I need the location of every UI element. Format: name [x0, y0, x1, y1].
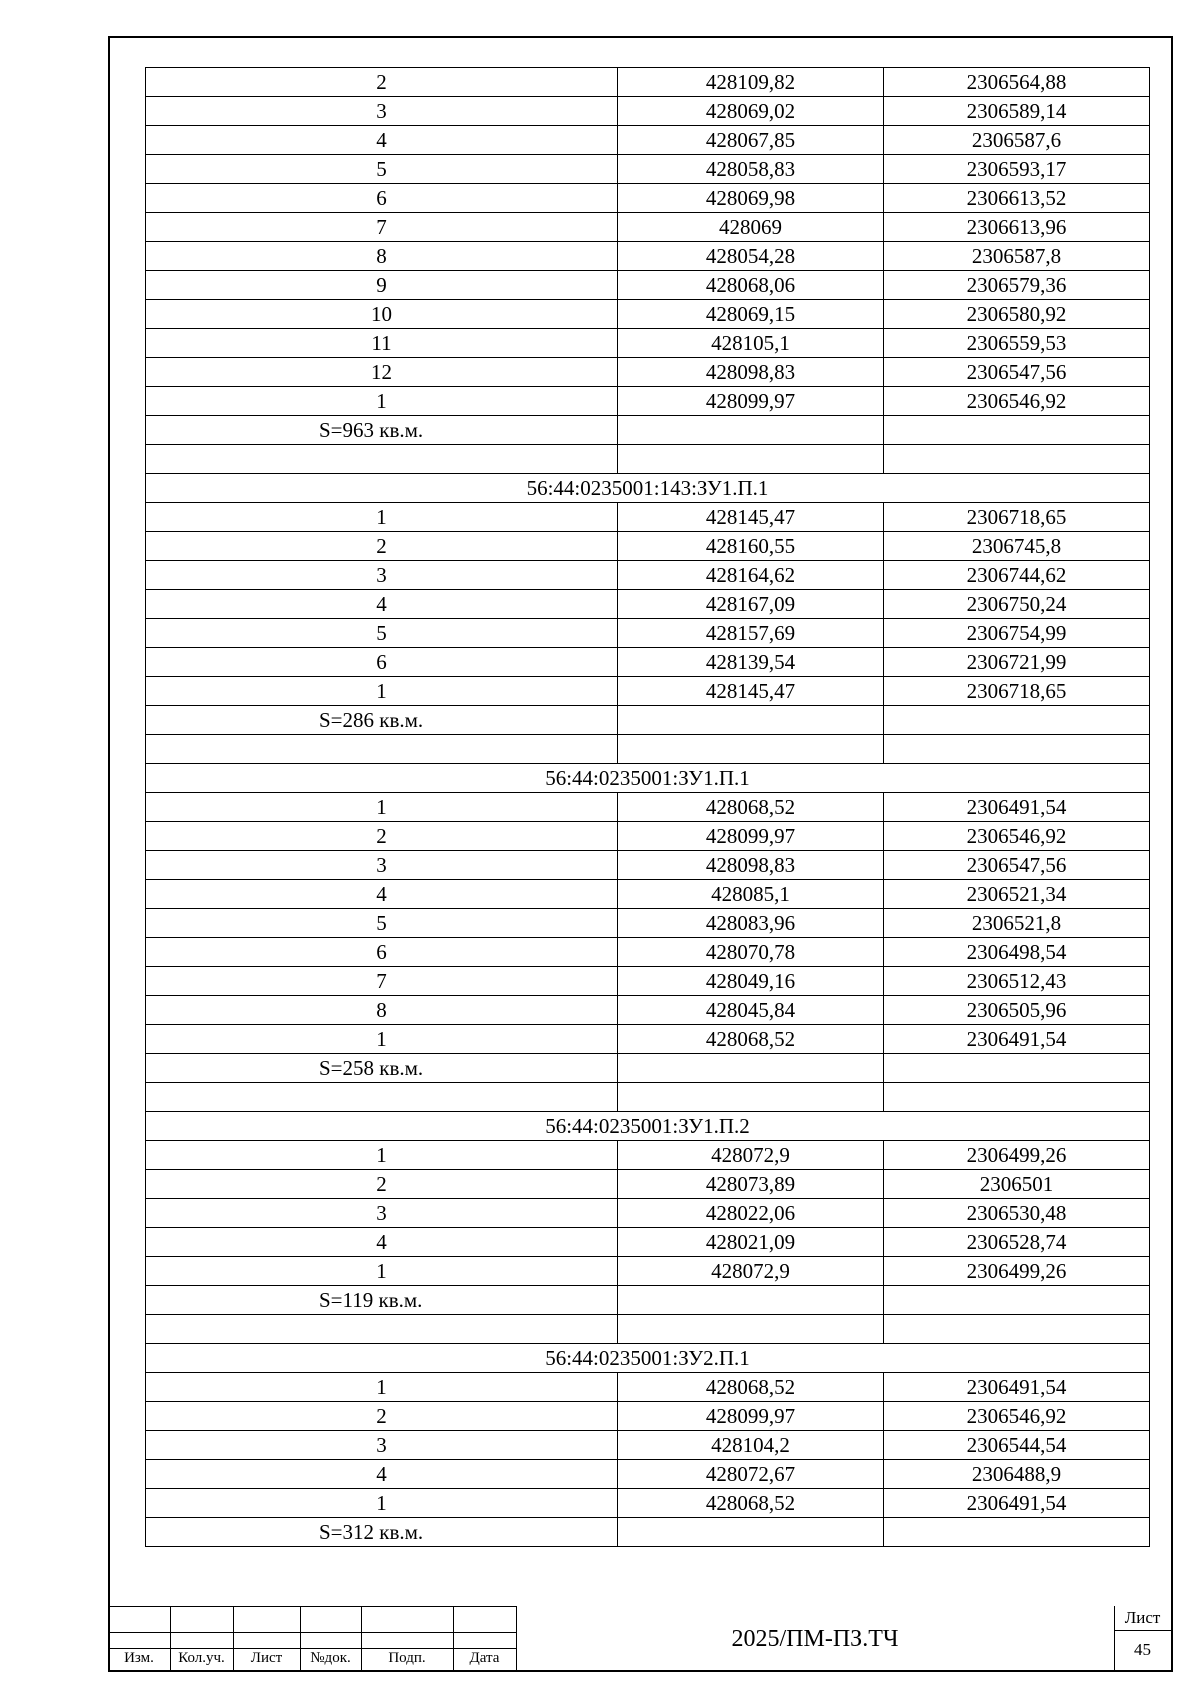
point-row — [146, 909, 1150, 938]
point-y: 2306559,53 — [884, 329, 1150, 358]
point-x: 428069 — [618, 213, 884, 242]
point-y: 2306579,36 — [884, 271, 1150, 300]
point-x: 428070,78 — [618, 938, 884, 967]
area-row — [146, 1518, 1150, 1547]
point-number: 3 — [146, 1199, 618, 1228]
empty-cell — [618, 1083, 884, 1112]
point-y: 2306744,62 — [884, 561, 1150, 590]
empty-cell — [884, 1518, 1150, 1547]
point-y: 2306613,52 — [884, 184, 1150, 213]
point-row — [146, 1228, 1150, 1257]
point-y: 2306745,8 — [884, 532, 1150, 561]
point-y: 2306587,6 — [884, 126, 1150, 155]
point-row — [146, 619, 1150, 648]
point-x: 428157,69 — [618, 619, 884, 648]
point-row — [146, 329, 1150, 358]
point-y: 2306580,92 — [884, 300, 1150, 329]
point-y: 2306501 — [884, 1170, 1150, 1199]
point-x: 428068,52 — [618, 1489, 884, 1518]
point-y: 2306547,56 — [884, 851, 1150, 880]
point-row — [146, 126, 1150, 155]
point-y: 2306505,96 — [884, 996, 1150, 1025]
document-code: 2025/ПМ-ПЗ.ТЧ — [731, 1626, 899, 1652]
point-row — [146, 880, 1150, 909]
parcel-header-row — [146, 474, 1150, 503]
area-row — [146, 416, 1150, 445]
stamp-label-date: Дата — [469, 1650, 500, 1666]
point-x: 428104,2 — [618, 1431, 884, 1460]
point-x: 428068,52 — [618, 793, 884, 822]
point-y: 2306593,17 — [884, 155, 1150, 184]
point-y: 2306721,99 — [884, 648, 1150, 677]
point-y: 2306547,56 — [884, 358, 1150, 387]
point-y: 2306589,14 — [884, 97, 1150, 126]
area-value: S=963 кв.м. — [146, 416, 618, 445]
point-y: 2306512,43 — [884, 967, 1150, 996]
point-x: 428105,1 — [618, 329, 884, 358]
point-row — [146, 1199, 1150, 1228]
point-number: 1 — [146, 503, 618, 532]
point-row — [146, 1460, 1150, 1489]
point-number: 5 — [146, 155, 618, 184]
point-x: 428099,97 — [618, 1402, 884, 1431]
point-x: 428045,84 — [618, 996, 884, 1025]
point-row — [146, 967, 1150, 996]
point-x: 428098,83 — [618, 851, 884, 880]
stamp-line — [1114, 1630, 1171, 1631]
area-row — [146, 1286, 1150, 1315]
coordinates-table-body — [146, 68, 1150, 1547]
point-x: 428099,97 — [618, 822, 884, 851]
point-y: 2306750,24 — [884, 590, 1150, 619]
point-row — [146, 1402, 1150, 1431]
point-number: 1 — [146, 793, 618, 822]
point-number: 6 — [146, 938, 618, 967]
parcel-id: 56:44:0235001:143:ЗУ1.П.1 — [146, 474, 1150, 503]
point-number: 4 — [146, 880, 618, 909]
empty-cell — [884, 1054, 1150, 1083]
point-row — [146, 532, 1150, 561]
point-number: 4 — [146, 1228, 618, 1257]
point-row — [146, 793, 1150, 822]
parcel-id: 56:44:0235001:ЗУ1.П.2 — [146, 1112, 1150, 1141]
point-x: 428085,1 — [618, 880, 884, 909]
area-value: S=258 кв.м. — [146, 1054, 618, 1083]
point-x: 428099,97 — [618, 387, 884, 416]
point-y: 2306499,26 — [884, 1141, 1150, 1170]
empty-cell — [884, 1083, 1150, 1112]
point-number: 8 — [146, 996, 618, 1025]
point-y: 2306544,54 — [884, 1431, 1150, 1460]
point-row — [146, 300, 1150, 329]
empty-row — [146, 1083, 1150, 1112]
point-x: 428058,83 — [618, 155, 884, 184]
empty-row — [146, 1315, 1150, 1344]
point-x: 428083,96 — [618, 909, 884, 938]
point-number: 2 — [146, 1170, 618, 1199]
empty-cell — [618, 735, 884, 764]
point-number: 1 — [146, 1141, 618, 1170]
point-number: 4 — [146, 126, 618, 155]
point-x: 428068,52 — [618, 1373, 884, 1402]
empty-cell — [146, 1315, 618, 1344]
point-y: 2306499,26 — [884, 1257, 1150, 1286]
stamp-label-count: Кол.уч. — [178, 1650, 225, 1666]
point-x: 428098,83 — [618, 358, 884, 387]
empty-cell — [618, 706, 884, 735]
point-x: 428072,9 — [618, 1141, 884, 1170]
point-y: 2306754,99 — [884, 619, 1150, 648]
point-y: 2306546,92 — [884, 387, 1150, 416]
point-row — [146, 242, 1150, 271]
empty-cell — [618, 1315, 884, 1344]
point-number: 5 — [146, 619, 618, 648]
point-number: 2 — [146, 822, 618, 851]
coordinates-table — [145, 67, 1150, 1547]
point-number: 6 — [146, 648, 618, 677]
point-y: 2306587,8 — [884, 242, 1150, 271]
point-y: 2306546,92 — [884, 1402, 1150, 1431]
parcel-header-row — [146, 1344, 1150, 1373]
point-number: 5 — [146, 909, 618, 938]
point-x: 428021,09 — [618, 1228, 884, 1257]
point-number: 2 — [146, 68, 618, 97]
point-row — [146, 1489, 1150, 1518]
point-number: 8 — [146, 242, 618, 271]
point-row — [146, 1025, 1150, 1054]
point-number: 6 — [146, 184, 618, 213]
point-x: 428072,9 — [618, 1257, 884, 1286]
point-number: 3 — [146, 851, 618, 880]
area-value: S=312 кв.м. — [146, 1518, 618, 1547]
point-row — [146, 184, 1150, 213]
point-row — [146, 648, 1150, 677]
point-row — [146, 271, 1150, 300]
point-x: 428049,16 — [618, 967, 884, 996]
point-x: 428072,67 — [618, 1460, 884, 1489]
point-row — [146, 938, 1150, 967]
point-number: 1 — [146, 1257, 618, 1286]
point-row — [146, 590, 1150, 619]
point-x: 428167,09 — [618, 590, 884, 619]
point-y: 2306491,54 — [884, 1489, 1150, 1518]
parcel-id: 56:44:0235001:ЗУ1.П.1 — [146, 764, 1150, 793]
stamp-label-sheet: Лист — [250, 1650, 283, 1666]
point-number: 9 — [146, 271, 618, 300]
empty-cell — [884, 1315, 1150, 1344]
point-y: 2306528,74 — [884, 1228, 1150, 1257]
point-number: 3 — [146, 561, 618, 590]
point-number: 1 — [146, 1489, 618, 1518]
point-row — [146, 1141, 1150, 1170]
parcel-id: 56:44:0235001:ЗУ2.П.1 — [146, 1344, 1150, 1373]
point-y: 2306530,48 — [884, 1199, 1150, 1228]
empty-cell — [884, 445, 1150, 474]
area-row — [146, 1054, 1150, 1083]
point-y: 2306491,54 — [884, 1025, 1150, 1054]
point-x: 428145,47 — [618, 677, 884, 706]
point-row — [146, 851, 1150, 880]
point-number: 7 — [146, 967, 618, 996]
point-number: 4 — [146, 1460, 618, 1489]
point-y: 2306546,92 — [884, 822, 1150, 851]
empty-cell — [146, 445, 618, 474]
point-x: 428164,62 — [618, 561, 884, 590]
point-y: 2306521,34 — [884, 880, 1150, 909]
point-y: 2306718,65 — [884, 677, 1150, 706]
empty-cell — [146, 1083, 618, 1112]
empty-row — [146, 445, 1150, 474]
point-row — [146, 358, 1150, 387]
point-number: 4 — [146, 590, 618, 619]
point-number: 2 — [146, 532, 618, 561]
point-number: 11 — [146, 329, 618, 358]
parcel-header-row — [146, 764, 1150, 793]
empty-cell — [884, 735, 1150, 764]
point-row — [146, 213, 1150, 242]
empty-row — [146, 735, 1150, 764]
point-row — [146, 1373, 1150, 1402]
point-x: 428069,02 — [618, 97, 884, 126]
point-x: 428073,89 — [618, 1170, 884, 1199]
point-x: 428068,06 — [618, 271, 884, 300]
point-number: 2 — [146, 1402, 618, 1431]
point-number: 7 — [146, 213, 618, 242]
point-number: 1 — [146, 1025, 618, 1054]
empty-cell — [618, 416, 884, 445]
empty-cell — [146, 735, 618, 764]
point-row — [146, 1170, 1150, 1199]
point-row — [146, 387, 1150, 416]
point-x: 428139,54 — [618, 648, 884, 677]
point-number: 3 — [146, 1431, 618, 1460]
point-number: 1 — [146, 387, 618, 416]
area-value: S=286 кв.м. — [146, 706, 618, 735]
sheet-number: 45 — [1134, 1640, 1151, 1659]
point-x: 428022,06 — [618, 1199, 884, 1228]
point-number: 3 — [146, 97, 618, 126]
point-number: 12 — [146, 358, 618, 387]
point-y: 2306488,9 — [884, 1460, 1150, 1489]
point-y: 2306613,96 — [884, 213, 1150, 242]
point-y: 2306491,54 — [884, 1373, 1150, 1402]
empty-cell — [884, 1286, 1150, 1315]
area-row — [146, 706, 1150, 735]
empty-cell — [884, 416, 1150, 445]
point-x: 428067,85 — [618, 126, 884, 155]
point-y: 2306498,54 — [884, 938, 1150, 967]
point-y: 2306718,65 — [884, 503, 1150, 532]
sheet-label: Лист — [1124, 1608, 1161, 1627]
point-x: 428160,55 — [618, 532, 884, 561]
title-block — [108, 1606, 1173, 1672]
empty-cell — [618, 1286, 884, 1315]
point-row — [146, 155, 1150, 184]
empty-cell — [618, 1518, 884, 1547]
point-number: 1 — [146, 1373, 618, 1402]
point-x: 428069,98 — [618, 184, 884, 213]
point-x: 428054,28 — [618, 242, 884, 271]
point-row — [146, 68, 1150, 97]
point-x: 428145,47 — [618, 503, 884, 532]
point-row — [146, 1431, 1150, 1460]
point-row — [146, 822, 1150, 851]
empty-cell — [618, 445, 884, 474]
point-x: 428068,52 — [618, 1025, 884, 1054]
point-y: 2306564,88 — [884, 68, 1150, 97]
point-x: 428109,82 — [618, 68, 884, 97]
area-value: S=119 кв.м. — [146, 1286, 618, 1315]
parcel-header-row — [146, 1112, 1150, 1141]
point-row — [146, 561, 1150, 590]
point-row — [146, 677, 1150, 706]
point-number: 1 — [146, 677, 618, 706]
point-y: 2306521,8 — [884, 909, 1150, 938]
point-y: 2306491,54 — [884, 793, 1150, 822]
point-number: 10 — [146, 300, 618, 329]
point-row — [146, 97, 1150, 126]
stamp-label-signature: Подп. — [388, 1650, 426, 1666]
empty-cell — [618, 1054, 884, 1083]
point-row — [146, 1257, 1150, 1286]
stamp-label-change: Изм. — [124, 1650, 154, 1666]
point-row — [146, 996, 1150, 1025]
point-row — [146, 503, 1150, 532]
empty-cell — [884, 706, 1150, 735]
point-x: 428069,15 — [618, 300, 884, 329]
stamp-label-doc-number: №док. — [310, 1650, 351, 1666]
